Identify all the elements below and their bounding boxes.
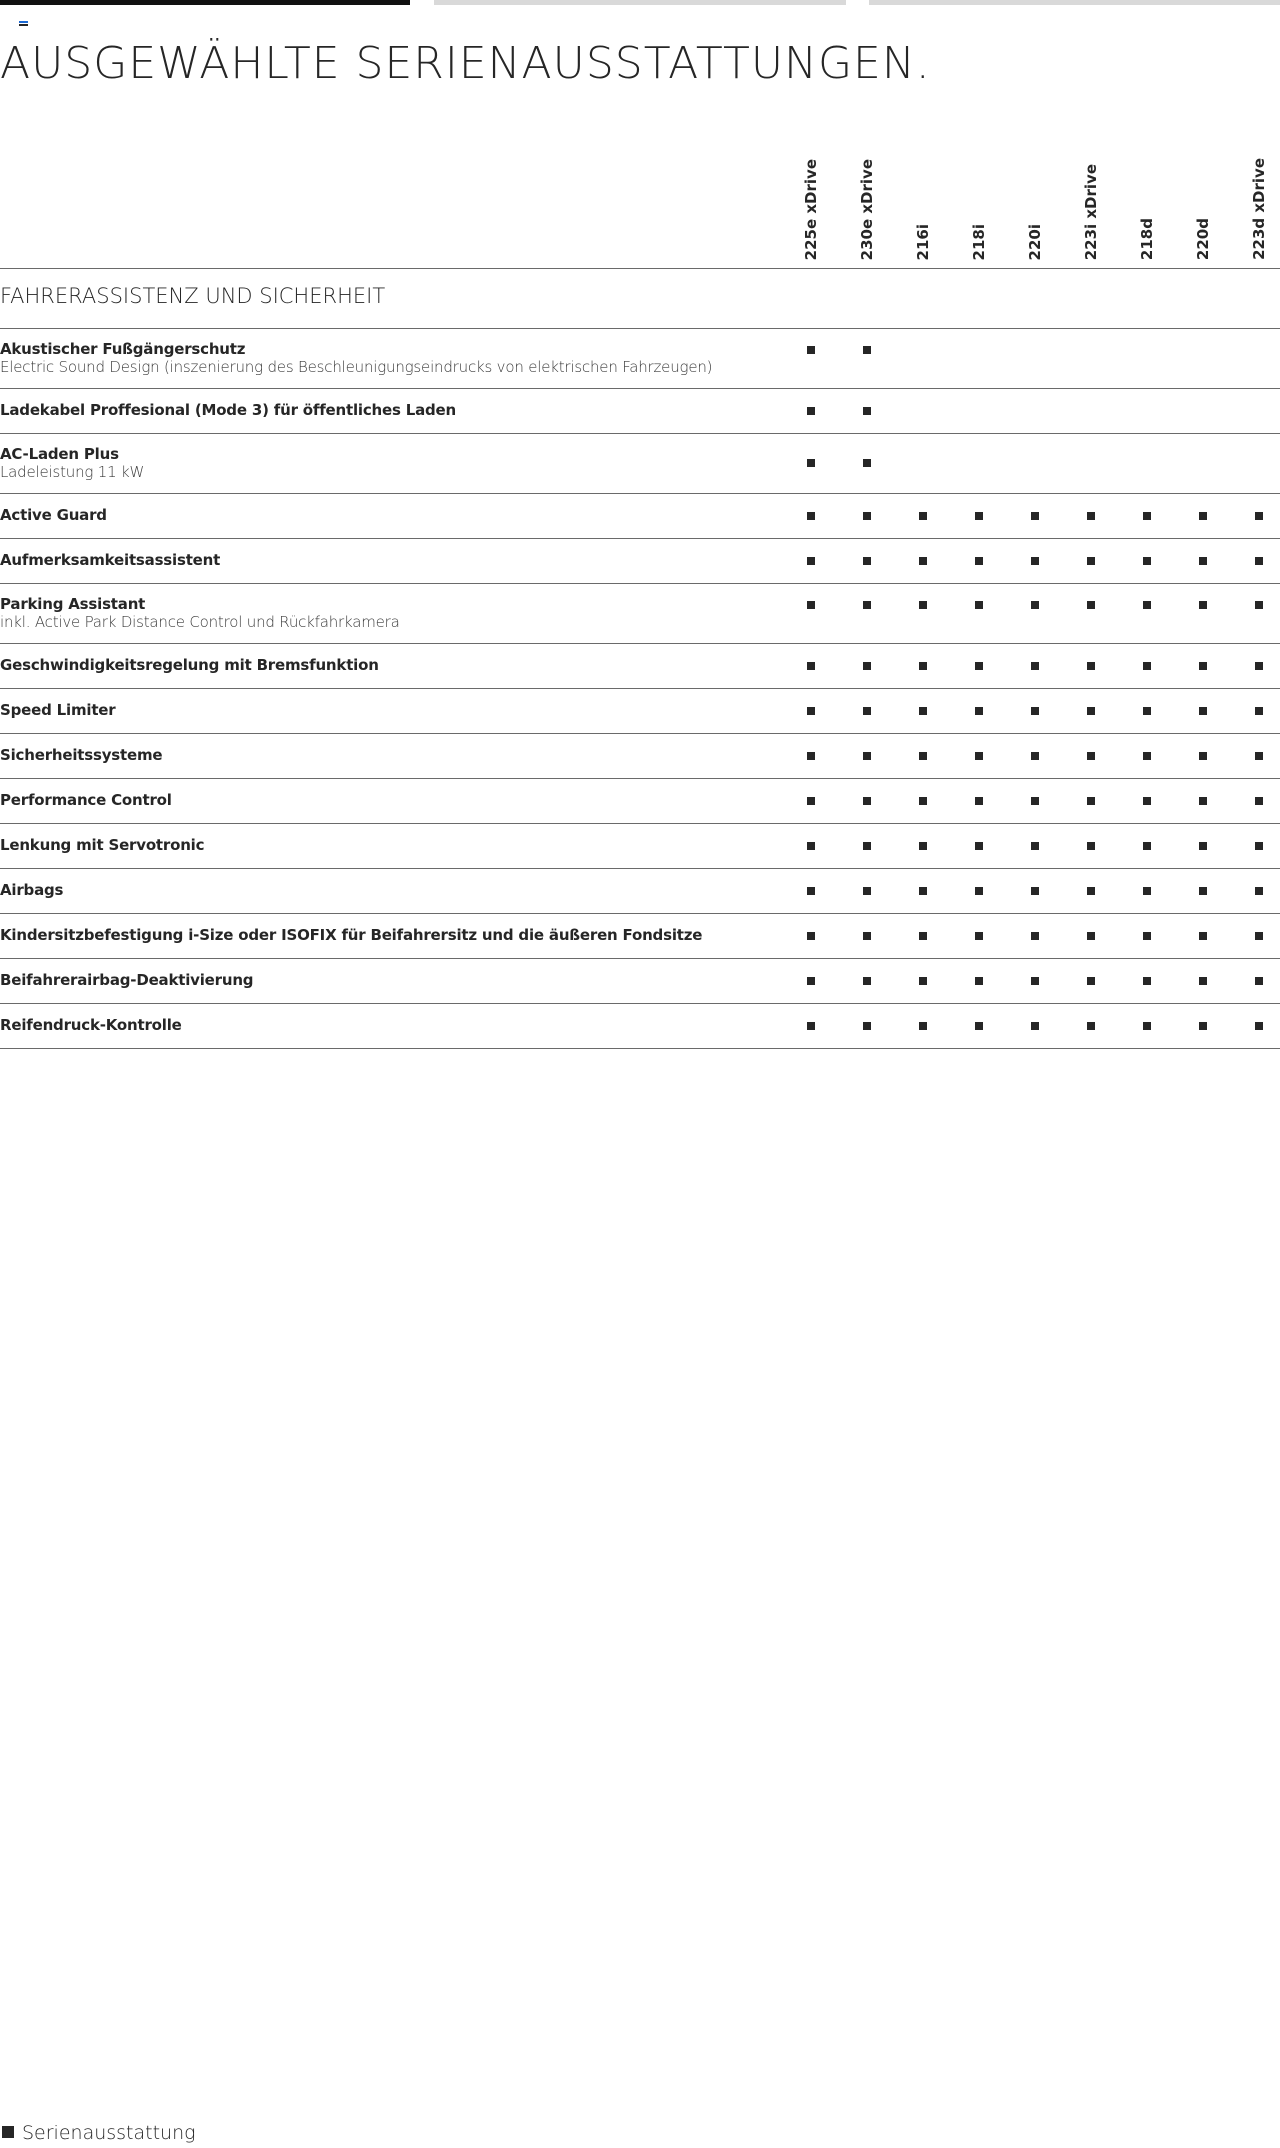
standard-equipment-mark <box>1143 752 1151 760</box>
column-header <box>1020 160 1050 260</box>
column-header-label: 218d <box>1138 217 1156 260</box>
standard-equipment-mark <box>1031 752 1039 760</box>
row-feature-name: Ladekabel Proffesional (Mode 3) für öffentliches Laden <box>0 401 457 419</box>
standard-equipment-mark <box>807 707 815 715</box>
column-header <box>1132 160 1162 260</box>
menu-icon[interactable] <box>19 21 28 29</box>
standard-equipment-mark <box>1087 932 1095 940</box>
standard-equipment-mark <box>1199 557 1207 565</box>
row-feature-name: Beifahrerairbag-Deaktivierung <box>0 971 254 989</box>
standard-equipment-mark <box>1031 887 1039 895</box>
column-header <box>1076 160 1106 260</box>
standard-equipment-mark <box>975 1022 983 1030</box>
row-feature-name: Geschwindigkeitsregelung mit Bremsfunktion <box>0 656 379 674</box>
standard-equipment-mark <box>1143 662 1151 670</box>
row-feature-detail: Ladeleistung 11 kW <box>0 463 145 481</box>
table-row-label <box>0 701 115 719</box>
standard-equipment-mark <box>863 557 871 565</box>
standard-equipment-mark <box>919 932 927 940</box>
row-feature-name: Performance Control <box>0 791 172 809</box>
standard-equipment-mark <box>1255 707 1263 715</box>
table-row-label <box>0 746 162 764</box>
standard-equipment-mark <box>807 512 815 520</box>
standard-equipment-mark <box>1143 1022 1151 1030</box>
standard-equipment-mark <box>1255 1022 1263 1030</box>
standard-equipment-mark <box>807 662 815 670</box>
page-title: AUSGEWÄHLTE SERIENAUSSTATTUNGEN. <box>0 38 931 89</box>
column-header <box>964 160 994 260</box>
menu-icon-bar <box>19 21 28 23</box>
standard-equipment-mark <box>975 601 983 609</box>
standard-equipment-mark <box>1255 842 1263 850</box>
row-feature-name: Sicherheitssysteme <box>0 746 163 764</box>
standard-equipment-mark <box>863 1022 871 1030</box>
standard-equipment-mark <box>1087 977 1095 985</box>
progress-segment <box>434 0 846 5</box>
standard-equipment-mark <box>1255 797 1263 805</box>
menu-icon-bar <box>19 24 28 26</box>
standard-equipment-mark <box>1255 512 1263 520</box>
standard-equipment-mark <box>1255 977 1263 985</box>
standard-equipment-mark <box>1087 707 1095 715</box>
standard-equipment-mark <box>807 557 815 565</box>
standard-equipment-mark <box>863 887 871 895</box>
standard-equipment-mark <box>807 842 815 850</box>
row-feature-name: Lenkung mit Servotronic <box>0 836 205 854</box>
row-divider <box>0 688 1280 689</box>
standard-equipment-mark <box>1255 662 1263 670</box>
row-feature-name: Speed Limiter <box>0 701 116 719</box>
standard-equipment-mark <box>1087 662 1095 670</box>
column-header-label: 223d xDrive <box>1250 158 1268 260</box>
table-row-label <box>0 595 400 631</box>
standard-equipment-mark <box>1143 707 1151 715</box>
standard-equipment-mark <box>1143 887 1151 895</box>
standard-equipment-mark <box>1031 842 1039 850</box>
row-divider <box>0 778 1280 779</box>
standard-equipment-mark <box>1143 932 1151 940</box>
column-header <box>908 160 938 260</box>
standard-equipment-mark <box>1199 842 1207 850</box>
row-feature-name: Reifendruck-Kontrolle <box>0 1016 182 1034</box>
row-feature-name: Active Guard <box>0 506 107 524</box>
row-divider <box>0 1048 1280 1049</box>
row-feature-name: Kindersitzbefestigung i-Size oder ISOFIX für Beifahrersitz und die äußeren Fondsitze <box>0 926 703 944</box>
column-header-label: 218i <box>970 223 988 260</box>
row-divider <box>0 643 1280 644</box>
row-feature-name: AC-Laden Plus <box>0 445 119 463</box>
standard-equipment-mark <box>919 977 927 985</box>
standard-equipment-mark <box>863 601 871 609</box>
section-divider <box>0 328 1280 329</box>
row-feature-detail: inkl. Active Park Distance Control und Rückfahrkamera <box>0 613 400 631</box>
row-feature-name: Airbags <box>0 881 64 899</box>
standard-equipment-mark <box>919 512 927 520</box>
row-divider <box>0 958 1280 959</box>
standard-equipment-mark <box>807 977 815 985</box>
standard-equipment-mark <box>807 887 815 895</box>
standard-equipment-mark <box>863 797 871 805</box>
standard-equipment-mark <box>1199 752 1207 760</box>
column-header <box>1188 160 1218 260</box>
standard-equipment-mark <box>1087 887 1095 895</box>
column-header-label: 223i xDrive <box>1082 163 1100 260</box>
standard-equipment-mark <box>863 662 871 670</box>
standard-equipment-mark <box>807 1022 815 1030</box>
standard-equipment-mark <box>1087 557 1095 565</box>
row-divider <box>0 388 1280 389</box>
standard-equipment-mark <box>1199 662 1207 670</box>
standard-equipment-mark <box>975 557 983 565</box>
row-divider <box>0 493 1280 494</box>
section-title: FAHRERASSISTENZ UND SICHERHEIT <box>0 284 386 308</box>
standard-equipment-mark <box>1031 601 1039 609</box>
standard-equipment-mark <box>1143 797 1151 805</box>
standard-equipment-mark <box>919 797 927 805</box>
standard-equipment-mark <box>975 932 983 940</box>
row-divider <box>0 583 1280 584</box>
table-row-label <box>0 881 63 899</box>
standard-equipment-mark <box>1199 1022 1207 1030</box>
standard-equipment-mark <box>919 752 927 760</box>
row-divider <box>0 1003 1280 1004</box>
standard-equipment-mark <box>807 459 815 467</box>
standard-equipment-mark <box>807 346 815 354</box>
standard-equipment-mark <box>1199 512 1207 520</box>
table-row-label <box>0 656 379 674</box>
standard-equipment-mark <box>1199 797 1207 805</box>
row-feature-name: Aufmerksamkeitsassistent <box>0 551 221 569</box>
column-header <box>852 160 882 260</box>
standard-equipment-mark <box>1255 932 1263 940</box>
standard-equipment-mark <box>1255 887 1263 895</box>
standard-equipment-mark <box>975 662 983 670</box>
standard-equipment-mark <box>1199 932 1207 940</box>
standard-equipment-mark <box>807 932 815 940</box>
standard-equipment-mark <box>1031 662 1039 670</box>
standard-equipment-mark <box>919 887 927 895</box>
standard-equipment-mark <box>1255 752 1263 760</box>
standard-equipment-mark <box>975 752 983 760</box>
row-divider <box>0 733 1280 734</box>
standard-equipment-mark <box>919 842 927 850</box>
row-divider <box>0 868 1280 869</box>
table-row-label <box>0 401 456 419</box>
table-row-label <box>0 445 144 481</box>
standard-equipment-mark <box>1143 512 1151 520</box>
column-header-label: 216i <box>914 223 932 260</box>
legend-label: Serienausstattung <box>22 2122 196 2144</box>
standard-equipment-mark <box>1031 707 1039 715</box>
standard-equipment-mark <box>863 346 871 354</box>
standard-equipment-mark <box>863 707 871 715</box>
standard-equipment-mark <box>975 977 983 985</box>
table-row-label <box>0 1016 182 1034</box>
standard-equipment-mark <box>1143 842 1151 850</box>
standard-equipment-mark <box>863 932 871 940</box>
table-row-label <box>0 926 702 944</box>
row-divider <box>0 823 1280 824</box>
standard-equipment-mark <box>863 512 871 520</box>
standard-equipment-mark <box>1087 512 1095 520</box>
standard-equipment-mark <box>1087 797 1095 805</box>
standard-equipment-mark <box>863 842 871 850</box>
standard-equipment-mark <box>807 797 815 805</box>
row-divider <box>0 433 1280 434</box>
standard-equipment-mark <box>1087 752 1095 760</box>
standard-equipment-mark <box>807 407 815 415</box>
standard-equipment-mark <box>919 1022 927 1030</box>
column-header-label: 230e xDrive <box>858 158 876 260</box>
standard-equipment-mark <box>863 459 871 467</box>
standard-equipment-mark <box>863 407 871 415</box>
column-header-label: 220d <box>1194 217 1212 260</box>
standard-equipment-mark <box>975 887 983 895</box>
standard-equipment-mark <box>1199 601 1207 609</box>
row-divider <box>0 913 1280 914</box>
standard-equipment-mark <box>807 752 815 760</box>
row-feature-name: Akustischer Fußgängerschutz <box>0 340 246 358</box>
table-row-label <box>0 836 204 854</box>
table-header-divider <box>0 268 1280 269</box>
standard-equipment-mark <box>863 752 871 760</box>
standard-equipment-mark <box>1031 1022 1039 1030</box>
standard-equipment-mark <box>1143 601 1151 609</box>
standard-equipment-mark <box>1143 977 1151 985</box>
standard-equipment-mark <box>1031 557 1039 565</box>
column-header-label: 220i <box>1026 223 1044 260</box>
standard-equipment-mark <box>863 977 871 985</box>
standard-equipment-mark <box>1255 601 1263 609</box>
standard-equipment-mark <box>1143 557 1151 565</box>
standard-equipment-mark <box>1199 707 1207 715</box>
progress-segment-active <box>0 0 410 5</box>
table-row-label <box>0 791 172 809</box>
standard-equipment-mark <box>1031 512 1039 520</box>
standard-equipment-mark <box>975 842 983 850</box>
standard-equipment-mark <box>1031 932 1039 940</box>
row-feature-name: Parking Assistant <box>0 595 146 613</box>
standard-equipment-mark <box>1255 557 1263 565</box>
standard-equipment-mark <box>919 557 927 565</box>
standard-equipment-mark <box>1031 797 1039 805</box>
standard-equipment-mark <box>919 707 927 715</box>
progress-segment <box>869 0 1280 5</box>
standard-equipment-mark <box>1087 601 1095 609</box>
standard-equipment-mark <box>975 707 983 715</box>
table-row-label <box>0 551 220 569</box>
standard-equipment-mark <box>919 601 927 609</box>
standard-equipment-mark <box>975 512 983 520</box>
table-row-label <box>0 340 712 376</box>
standard-equipment-mark <box>975 797 983 805</box>
table-row-label <box>0 971 253 989</box>
standard-equipment-mark-icon <box>2 2126 14 2138</box>
column-header <box>1244 160 1274 260</box>
standard-equipment-mark <box>807 601 815 609</box>
table-row-label <box>0 506 107 524</box>
standard-equipment-mark <box>919 662 927 670</box>
standard-equipment-mark <box>1087 1022 1095 1030</box>
column-header-label: 225e xDrive <box>802 158 820 260</box>
standard-equipment-mark <box>1087 842 1095 850</box>
legend <box>2 2122 196 2144</box>
page-progress-bar <box>0 0 1280 5</box>
standard-equipment-mark <box>1031 977 1039 985</box>
standard-equipment-mark <box>1199 977 1207 985</box>
row-feature-detail: Electric Sound Design (inszenierung des Beschleunigungseindrucks von elektrischen Fahrzeugen) <box>0 358 713 376</box>
standard-equipment-mark <box>1199 887 1207 895</box>
column-header <box>796 160 826 260</box>
row-divider <box>0 538 1280 539</box>
